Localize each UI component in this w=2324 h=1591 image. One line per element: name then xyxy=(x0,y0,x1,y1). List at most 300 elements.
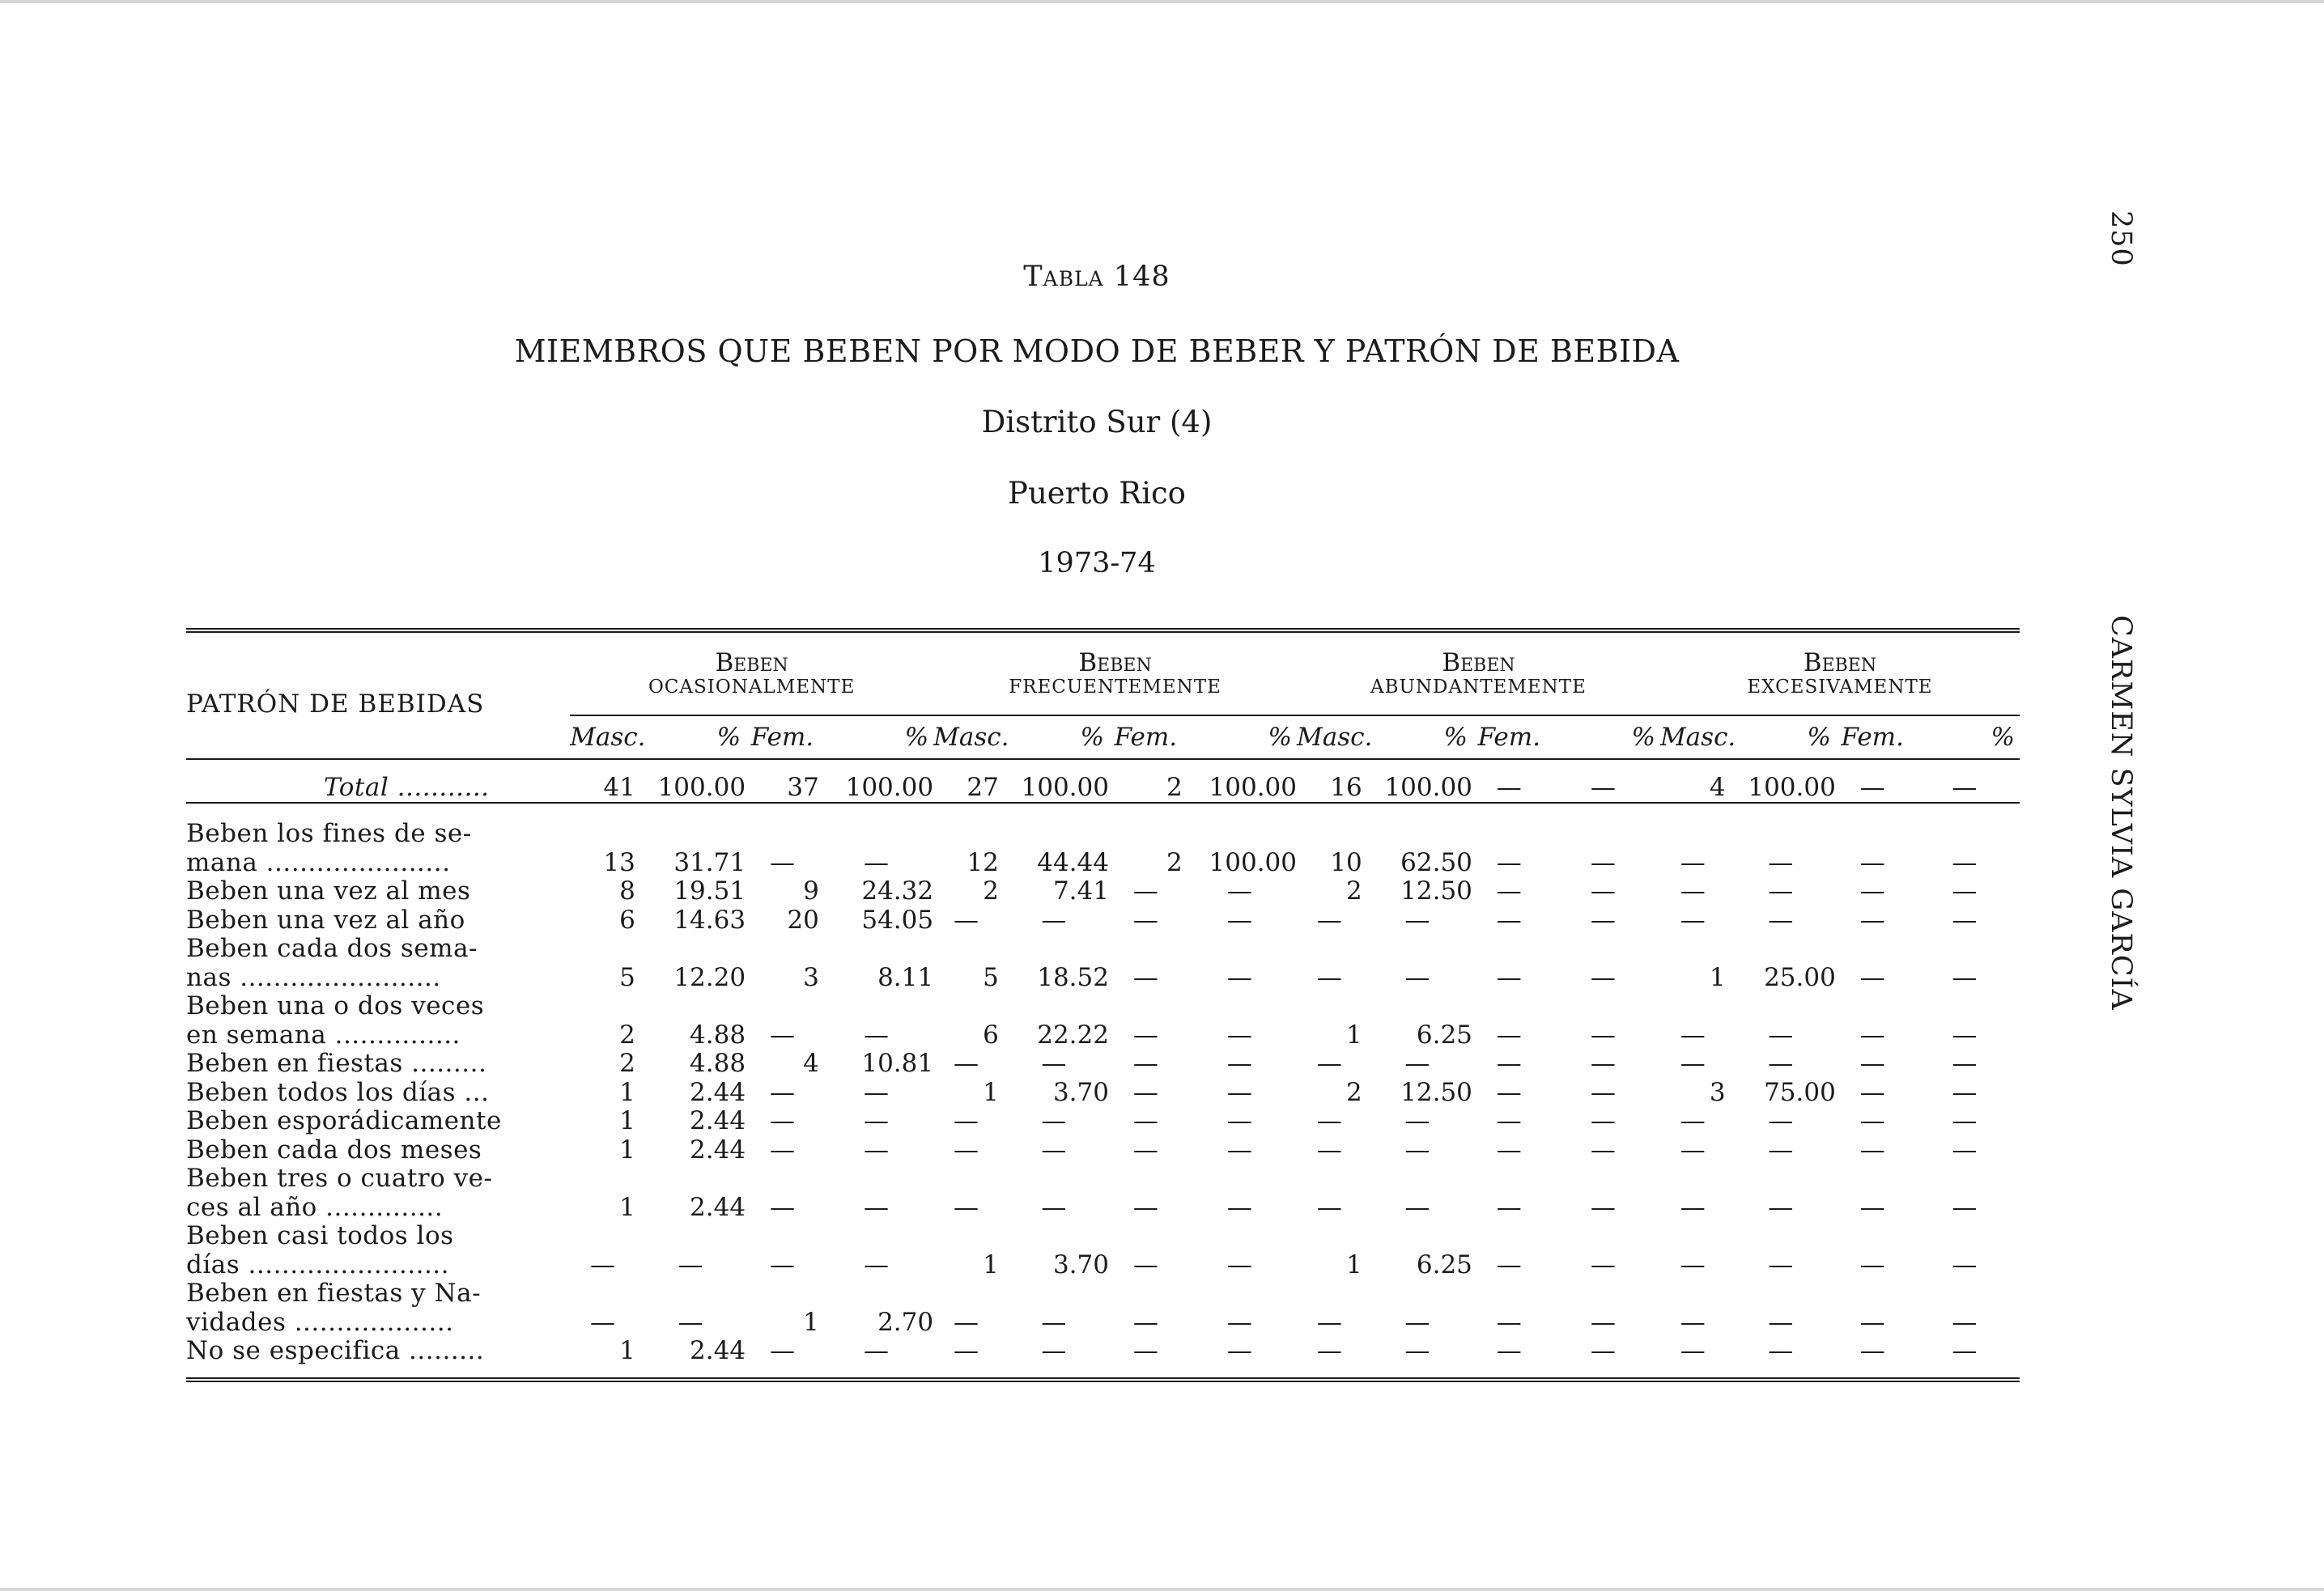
table-cell: 2.44 xyxy=(690,1135,746,1165)
table-cell: — xyxy=(1496,1249,1522,1279)
running-head-author: CARMEN SYLVIA GARCÍA xyxy=(2105,615,2137,1011)
table-cell: — xyxy=(769,847,795,877)
table-cell: — xyxy=(953,1049,979,1078)
table-cell: — xyxy=(1316,962,1342,992)
table-cell: — xyxy=(1952,1336,1978,1365)
table-cell: — xyxy=(1041,1336,1067,1365)
total-cell: 100.00 xyxy=(1384,772,1472,802)
table-cell: — xyxy=(1680,1049,1706,1078)
table-cell: — xyxy=(1316,1336,1342,1365)
col-pct: % xyxy=(904,723,929,752)
table-cell: 8.11 xyxy=(877,962,934,992)
col-fem: Fem. xyxy=(1114,723,1178,752)
table-row xyxy=(186,849,2020,878)
table-cell: — xyxy=(1859,847,1885,877)
table-cell: — xyxy=(953,1192,979,1222)
table-cell: — xyxy=(1952,1020,1978,1050)
table-cell: — xyxy=(1680,1336,1706,1365)
table-cell: — xyxy=(1590,1336,1616,1365)
table-cell: 18.52 xyxy=(1037,962,1109,992)
table-cell: — xyxy=(1680,876,1706,906)
group-header-excesivo xyxy=(1660,649,2020,715)
row-label: Beben en fiestas y Na- xyxy=(186,1279,482,1308)
table-cell: 12.50 xyxy=(1400,1077,1472,1107)
table-cell: — xyxy=(1590,1192,1616,1222)
group-header-abundante xyxy=(1297,649,1660,715)
col-pct: % xyxy=(1990,723,2015,752)
table-cell: — xyxy=(863,847,889,877)
table-cell: — xyxy=(769,1106,795,1135)
table-cell: 2 xyxy=(1166,847,1183,877)
total-cell: — xyxy=(1952,772,1978,802)
group-header-line1: Beben xyxy=(715,648,788,677)
table-cell: — xyxy=(1041,905,1067,935)
table-cell: — xyxy=(1590,1307,1616,1337)
table-cell: — xyxy=(769,1077,795,1107)
col-fem: Fem. xyxy=(750,723,814,752)
table-cell: — xyxy=(1590,905,1616,935)
table-cell: — xyxy=(1226,905,1252,935)
table-cell: — xyxy=(863,1077,889,1107)
table-cell: 6 xyxy=(983,1020,999,1050)
table-cell: 1 xyxy=(619,1077,635,1107)
table-cell: — xyxy=(1680,1106,1706,1135)
table-cell: 5 xyxy=(983,962,999,992)
table-cell: 1 xyxy=(619,1135,635,1165)
table-cell: — xyxy=(1680,847,1706,877)
row-label: Beben cada dos meses xyxy=(186,1135,482,1165)
table-cell: — xyxy=(1680,1307,1706,1337)
page-edge-top xyxy=(0,0,2324,3)
table-cell: — xyxy=(1496,1049,1522,1078)
table-cell: — xyxy=(1859,1049,1885,1078)
table-cell: — xyxy=(1404,962,1430,992)
table-cell: 1 xyxy=(983,1249,999,1279)
table-cell: 6 xyxy=(619,905,635,935)
table-cell: — xyxy=(1590,876,1616,906)
table-row xyxy=(186,1309,2020,1338)
row-label: Beben una vez al mes xyxy=(186,877,471,906)
table-cell: — xyxy=(1590,1049,1616,1078)
table-cell: 20 xyxy=(787,905,819,935)
table-cell: — xyxy=(1680,1192,1706,1222)
table-cell: 3.70 xyxy=(1052,1249,1109,1279)
table-cell: — xyxy=(1316,1192,1342,1222)
table-cell: — xyxy=(1226,1249,1252,1279)
table-cell: — xyxy=(1226,1020,1252,1050)
table-cell: 13 xyxy=(603,847,635,877)
table-cell: 12 xyxy=(967,847,999,877)
table-cell: — xyxy=(1768,1336,1794,1365)
row-label: Beben una vez al año xyxy=(186,906,465,935)
table-cell: 2 xyxy=(1345,1077,1362,1107)
table-cell: 2 xyxy=(1345,876,1362,906)
table-cell: — xyxy=(1496,1307,1522,1337)
group-header-frecuente xyxy=(933,649,1297,715)
table-cell: — xyxy=(1952,1192,1978,1222)
table-cell: — xyxy=(1496,1336,1522,1365)
table-cell: 12.50 xyxy=(1400,876,1472,906)
table-cell: 14.63 xyxy=(673,905,746,935)
table-cell: — xyxy=(1859,905,1885,935)
table-cell: 1 xyxy=(1709,962,1726,992)
col-masc: Masc. xyxy=(1659,723,1736,752)
table-cell: — xyxy=(863,1192,889,1222)
table-cell: 1 xyxy=(1345,1249,1362,1279)
table-label xyxy=(170,261,2024,293)
table-cell: — xyxy=(1496,1106,1522,1135)
row-label: Beben todos los días ... xyxy=(186,1078,490,1107)
total-cell: 16 xyxy=(1330,772,1362,802)
table-cell: 3 xyxy=(803,962,819,992)
row-label: Beben esporádicamente xyxy=(186,1107,502,1135)
table-cell: — xyxy=(1041,1106,1067,1135)
table-cell: — xyxy=(1132,1307,1158,1337)
table-cell: — xyxy=(1496,962,1522,992)
table-row xyxy=(186,820,2020,849)
table-cell: — xyxy=(1952,876,1978,906)
group-header-line1: Beben xyxy=(1442,648,1515,677)
row-label: días ........................ xyxy=(186,1250,449,1279)
row-label: Beben casi todos los xyxy=(186,1222,454,1250)
table-cell: — xyxy=(769,1249,795,1279)
table-row xyxy=(186,906,2020,936)
table-row xyxy=(186,1337,2020,1366)
table-cell: 2.70 xyxy=(877,1307,934,1337)
total-cell: 27 xyxy=(967,772,999,802)
row-label: vidades ................... xyxy=(186,1308,454,1337)
table-cell: 62.50 xyxy=(1400,847,1472,877)
col-masc: Masc. xyxy=(1297,723,1373,752)
table-cell: — xyxy=(1132,1049,1158,1078)
table-cell: — xyxy=(1404,1106,1430,1135)
table-cell: — xyxy=(863,1106,889,1135)
total-row xyxy=(186,760,2020,803)
table-cell: — xyxy=(1226,1077,1252,1107)
table-cell: — xyxy=(1952,1106,1978,1135)
table-cell: — xyxy=(1952,847,1978,877)
table-cell: 5 xyxy=(619,962,635,992)
table-cell: — xyxy=(1404,1336,1430,1365)
table-cell: — xyxy=(863,1020,889,1050)
table-row xyxy=(186,1021,2020,1050)
table-cell: — xyxy=(1952,1249,1978,1279)
table-cell: 1 xyxy=(803,1307,819,1337)
table-cell: — xyxy=(1952,962,1978,992)
table-cell: — xyxy=(1496,1020,1522,1050)
total-cell: 4 xyxy=(1709,772,1726,802)
table-cell: — xyxy=(1680,905,1706,935)
table-cell: — xyxy=(1768,905,1794,935)
table-cell: — xyxy=(1768,847,1794,877)
row-filler xyxy=(570,820,2020,849)
col-pct: % xyxy=(1807,723,1831,752)
row-filler xyxy=(570,1222,2020,1251)
table-cell: 2.44 xyxy=(690,1106,746,1135)
group-header-line1: Beben xyxy=(1803,648,1877,677)
table-label-number: 148 xyxy=(1113,261,1170,293)
table-cell: — xyxy=(769,1020,795,1050)
table-row xyxy=(186,1165,2020,1194)
row-filler xyxy=(570,992,2020,1021)
table-title: MIEMBROS QUE BEBEN POR MODO DE BEBER Y PATRÓN DE BEBIDA xyxy=(514,333,1680,369)
table-cell: — xyxy=(1404,1307,1430,1337)
table-cell: — xyxy=(1132,1135,1158,1165)
row-filler xyxy=(570,1165,2020,1194)
table-cell: 1 xyxy=(619,1192,635,1222)
table-row xyxy=(186,877,2020,906)
table-cell: — xyxy=(590,1249,616,1279)
total-label: Total ........... xyxy=(324,772,490,802)
table-cell: — xyxy=(1226,1307,1252,1337)
table-cell: — xyxy=(1680,1135,1706,1165)
table-cell: 2 xyxy=(983,876,999,906)
table-cell: 44.44 xyxy=(1037,847,1109,877)
table-cell: — xyxy=(1041,1307,1067,1337)
table-cell: — xyxy=(1952,1307,1978,1337)
total-cell: — xyxy=(1590,772,1616,802)
col-pct: % xyxy=(1080,723,1104,752)
table-cell: — xyxy=(863,1249,889,1279)
table-cell: 2.44 xyxy=(690,1336,746,1365)
table-cell: — xyxy=(1132,1249,1158,1279)
table-cell: — xyxy=(769,1192,795,1222)
table-cell: — xyxy=(1859,1020,1885,1050)
table-cell: — xyxy=(1132,905,1158,935)
table-cell: — xyxy=(1590,1106,1616,1135)
col-masc: Masc. xyxy=(570,723,646,752)
table-cell: — xyxy=(1496,905,1522,935)
total-cell: — xyxy=(1859,772,1885,802)
col-fem: Fem. xyxy=(1477,723,1541,752)
table-cell: — xyxy=(1952,1135,1978,1165)
table-cell: — xyxy=(769,1336,795,1365)
table-cell: — xyxy=(590,1307,616,1337)
table-cell: 10.81 xyxy=(861,1049,934,1078)
table-cell: 24.32 xyxy=(861,876,934,906)
table-cell: — xyxy=(1226,1049,1252,1078)
table-cell: — xyxy=(1590,1135,1616,1165)
table-cell: — xyxy=(1590,847,1616,877)
table-cell: — xyxy=(1316,1106,1342,1135)
table-cell: 31.71 xyxy=(673,847,746,877)
table-cell: 1 xyxy=(1345,1020,1362,1050)
table-cell: 1 xyxy=(619,1336,635,1365)
table-cell: 2.44 xyxy=(690,1192,746,1222)
table-cell: — xyxy=(1132,1192,1158,1222)
table-cell: — xyxy=(1041,1049,1067,1078)
table-row xyxy=(186,964,2020,993)
total-cell: 2 xyxy=(1166,772,1183,802)
table-cell: 54.05 xyxy=(861,905,934,935)
row-label: Beben en fiestas ......... xyxy=(186,1050,487,1078)
subtitle-district: Distrito Sur (4) xyxy=(981,405,1213,439)
table-cell: — xyxy=(1132,1077,1158,1107)
table-cell: — xyxy=(953,1135,979,1165)
row-label: mana ...................... xyxy=(186,848,451,877)
group-header-line2: OCASIONALMENTE xyxy=(648,677,856,698)
total-cell: 37 xyxy=(787,772,819,802)
table-cell: — xyxy=(1680,1020,1706,1050)
row-filler xyxy=(570,1279,2020,1309)
table-cell: — xyxy=(1226,962,1252,992)
col-masc: Masc. xyxy=(933,723,1009,752)
table-row xyxy=(186,1279,2020,1309)
table-cell: — xyxy=(1404,1192,1430,1222)
table-cell: — xyxy=(1404,1135,1430,1165)
table-row xyxy=(186,1136,2020,1165)
table-row xyxy=(186,1194,2020,1223)
table-cell: — xyxy=(1768,876,1794,906)
table-cell: — xyxy=(1226,876,1252,906)
group-header-line2: ABUNDANTEMENTE xyxy=(1370,677,1587,698)
table-row xyxy=(186,1222,2020,1251)
table-cell: 1 xyxy=(983,1077,999,1107)
table-cell: — xyxy=(1590,1077,1616,1107)
table-label-word: Tabla xyxy=(1023,261,1104,293)
table-cell: — xyxy=(1496,847,1522,877)
table-cell: 6.25 xyxy=(1416,1020,1472,1050)
table-row xyxy=(186,992,2020,1021)
subtitle-years: 1973-74 xyxy=(1038,547,1156,579)
table-cell: — xyxy=(1590,1020,1616,1050)
table-cell: — xyxy=(1316,1049,1342,1078)
col-pct: % xyxy=(1268,723,1293,752)
table-cell: — xyxy=(953,905,979,935)
table-cell: — xyxy=(769,1135,795,1165)
group-header-line1: Beben xyxy=(1078,648,1152,677)
col-pct: % xyxy=(1631,723,1655,752)
table-cell: — xyxy=(1952,1077,1978,1107)
table-cell: — xyxy=(1952,1049,1978,1078)
table-cell: 75.00 xyxy=(1764,1077,1836,1107)
table-cell: — xyxy=(1041,1135,1067,1165)
total-cell: — xyxy=(1496,772,1522,802)
table-cell: 1 xyxy=(619,1106,635,1135)
page-number: 250 xyxy=(2105,210,2137,267)
table-cell: 4.88 xyxy=(690,1049,746,1078)
table-cell: — xyxy=(1768,1106,1794,1135)
table-cell: — xyxy=(1590,1249,1616,1279)
table-cell: 100.00 xyxy=(1209,847,1298,877)
table-cell: — xyxy=(1496,1135,1522,1165)
row-label: Beben cada dos sema- xyxy=(186,935,478,963)
table-cell: — xyxy=(953,1307,979,1337)
table-cell: — xyxy=(1952,905,1978,935)
table-cell: — xyxy=(1132,876,1158,906)
running-head-vertical xyxy=(2097,210,2137,1052)
table-cell: 25.00 xyxy=(1764,962,1836,992)
table-cell: — xyxy=(1041,1192,1067,1222)
table-cell: — xyxy=(953,1336,979,1365)
table-cell: — xyxy=(1496,1192,1522,1222)
col-pct: % xyxy=(1443,723,1468,752)
table-row xyxy=(186,935,2020,964)
table-cell: — xyxy=(1226,1192,1252,1222)
table-cell: 8 xyxy=(619,876,635,906)
table-row xyxy=(186,1079,2020,1108)
table-cell: — xyxy=(678,1307,703,1337)
table-cell: 22.22 xyxy=(1037,1020,1109,1050)
row-label: nas ........................ xyxy=(186,963,441,992)
total-cell: 100.00 xyxy=(1021,772,1109,802)
table-cell: 12.20 xyxy=(673,962,746,992)
table-cell: — xyxy=(1226,1106,1252,1135)
table-cell: 3 xyxy=(1709,1077,1726,1107)
table-cell: 3.70 xyxy=(1052,1077,1109,1107)
row-label: No se especifica ......... xyxy=(186,1337,485,1365)
table-cell: — xyxy=(1226,1135,1252,1165)
group-header-line2: FRECUENTEMENTE xyxy=(1009,677,1221,698)
row-filler xyxy=(570,935,2020,964)
total-cell: 100.00 xyxy=(1209,772,1298,802)
table-cell: 9 xyxy=(803,876,819,906)
table-cell: — xyxy=(1496,876,1522,906)
total-cell: 100.00 xyxy=(657,772,746,802)
table-cell: — xyxy=(1768,1249,1794,1279)
total-cell: 41 xyxy=(603,772,635,802)
subtitle-place: Puerto Rico xyxy=(1008,476,1186,511)
table-cell: — xyxy=(1768,1192,1794,1222)
table-bottom-rule xyxy=(186,1366,2020,1380)
table-cell: — xyxy=(1768,1020,1794,1050)
table-cell: 4 xyxy=(803,1049,819,1078)
col-fem: Fem. xyxy=(1841,723,1904,752)
table-cell: — xyxy=(953,1106,979,1135)
table-cell: — xyxy=(1859,1106,1885,1135)
table-cell: 2.44 xyxy=(690,1077,746,1107)
table-cell: — xyxy=(1316,905,1342,935)
page-edge-bottom xyxy=(0,1588,2324,1591)
group-header-line2: EXCESIVAMENTE xyxy=(1747,677,1933,698)
stub-header: PATRÓN DE BEBIDAS xyxy=(186,689,485,719)
table-cell: — xyxy=(1859,876,1885,906)
table-cell: — xyxy=(1680,1249,1706,1279)
row-label: Beben una o dos veces xyxy=(186,992,485,1020)
table-cell: — xyxy=(1226,1336,1252,1365)
table-cell: 2 xyxy=(619,1049,635,1078)
table-cell: — xyxy=(1132,962,1158,992)
table-cell: — xyxy=(1132,1106,1158,1135)
table-cell: 19.51 xyxy=(673,876,746,906)
table-row xyxy=(186,1251,2020,1280)
table-cell: — xyxy=(1316,1307,1342,1337)
row-label: ces al año .............. xyxy=(186,1193,444,1222)
table-cell: — xyxy=(1859,1307,1885,1337)
table-cell: — xyxy=(678,1249,703,1279)
drinking-pattern-table xyxy=(186,628,2020,1382)
table-row xyxy=(186,1050,2020,1079)
table-cell: — xyxy=(1590,962,1616,992)
col-pct: % xyxy=(716,723,741,752)
table-cell: 2 xyxy=(619,1020,635,1050)
table-cell: — xyxy=(1859,1077,1885,1107)
table-cell: 10 xyxy=(1330,847,1362,877)
table-cell: — xyxy=(1404,1049,1430,1078)
table-cell: — xyxy=(1859,1135,1885,1165)
table-cell: 7.41 xyxy=(1052,876,1109,906)
table-cell: — xyxy=(1859,1336,1885,1365)
table-cell: — xyxy=(1859,1192,1885,1222)
table-cell: 6.25 xyxy=(1416,1249,1472,1279)
table-cell: — xyxy=(1496,1077,1522,1107)
table-cell: — xyxy=(863,1336,889,1365)
table-cell: — xyxy=(1768,1049,1794,1078)
table-cell: — xyxy=(863,1135,889,1165)
table-cell: — xyxy=(1132,1336,1158,1365)
table-row xyxy=(186,1107,2020,1136)
table-cell: — xyxy=(1859,962,1885,992)
